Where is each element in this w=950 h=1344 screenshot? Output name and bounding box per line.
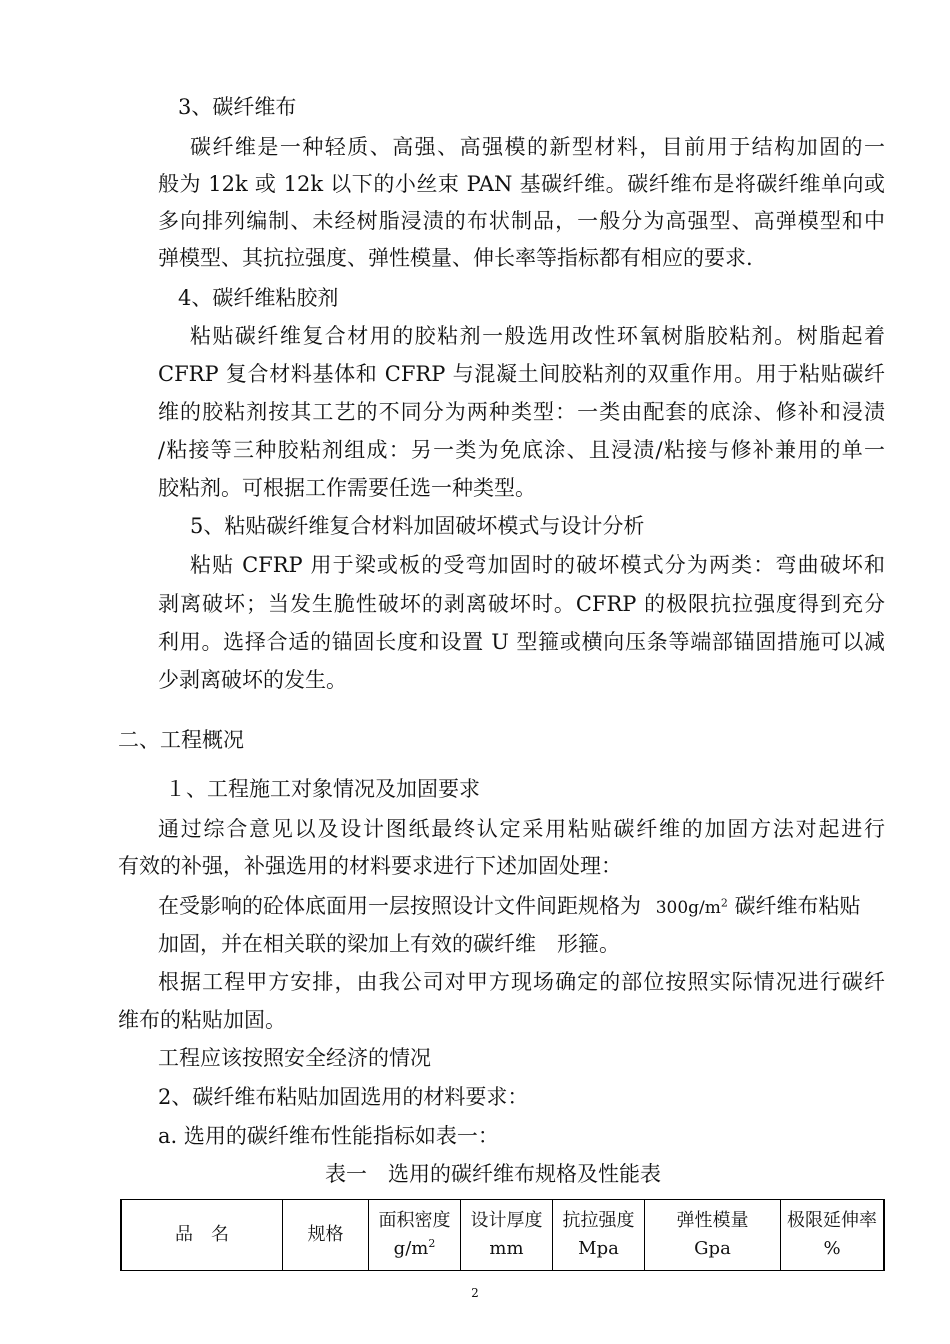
item-a: a. 选用的碳纤维布性能指标如表一： [158,1124,499,1148]
header-spec [283,1200,369,1271]
chapter-2-heading: 二、工程概况 [118,728,244,752]
header-elongation-unit: % [823,1238,841,1259]
para-2-text-after: 碳纤维布粘贴 [734,894,861,918]
section-5-line-4: 少剥离破坏的发生。 [158,668,347,692]
section-5-heading: 5、粘贴碳纤维复合材料加固破坏模式与设计分析 [190,514,645,538]
header-tensile-unit: Mpa [578,1238,619,1259]
section-3-line-4: 弹模型、其抗拉强度、弹性模量、伸长率等指标都有相应的要求. [158,246,753,270]
section-3-line-2: 般为 12k 或 12k 以下的小丝束 PAN 基碳纤维。碳纤维布是将碳纤维单向或 [158,172,885,196]
section-4-line-2: CFRP 复合材料基体和 CFRP 与混凝土间胶粘剂的双重作用。用于粘贴碳纤 [158,362,885,386]
section-5-line-3: 利用。选择合适的锚固长度和设置 U 型箍或横向压条等端部锚固措施可以减 [158,630,885,654]
subsection-1-para-2-line-2: 加固，并在相关联的梁加上有效的碳纤维 形箍。 [158,932,620,956]
section-4-heading: 4、碳纤维粘胶剂 [178,286,339,310]
header-thickness [461,1200,553,1271]
header-thickness-label: 设计厚度 [470,1210,543,1231]
header-thickness-unit: mm [489,1238,524,1259]
para-2-text-before: 在受影响的砼体底面用一层按照设计文件间距规格为 [158,894,641,918]
header-density-unit [369,1235,460,1263]
section-3-line-3: 多向排列编制、未经树脂浸渍的布状制品，一般分为高强型、高弹模型和中 [158,209,885,233]
header-name-text: 品 名 [175,1224,229,1245]
header-density-unit-sup: 2 [428,1237,436,1250]
section-4-line-4: /粘接等三种胶粘剂组成：另一类为免底涂、且浸渍/粘接与修补兼用的单一 [158,438,885,462]
page-number: 2 [471,1286,479,1300]
header-density-unit-text: g/m [393,1238,429,1259]
section-3-heading: 3、碳纤维布 [178,95,297,119]
header-elongation [781,1200,885,1271]
header-density [369,1200,461,1271]
section-4-line-5: 胶粘剂。可根据工作需要任选一种类型。 [158,476,536,500]
table-caption: 表一 选用的碳纤维布规格及性能表 [325,1162,661,1186]
section-3-line-1: 碳纤维是一种轻质、高强、高强模的新型材料，目前用于结构加固的一 [190,135,885,159]
subsection-1-para-1-line-2: 有效的补强，补强选用的材料要求进行下述加固处理： [118,854,622,878]
section-5-line-2: 剥离破坏；当发生脆性破坏的剥离破坏时。CFRP 的极限抗拉强度得到充分 [158,592,885,616]
subsection-2-heading: 2、碳纤维布粘贴加固选用的材料要求： [158,1085,529,1109]
section-4-line-3: 维的胶粘剂按其工艺的不同分为两种类型：一类由配套的底涂、修补和浸渍 [158,400,885,424]
spec-table [120,1199,885,1271]
subsection-1-para-3-line-2: 维布的粘贴加固。 [118,1008,286,1032]
section-5-line-1: 粘贴 CFRP 用于梁或板的受弯加固时的破坏模式分为两类：弯曲破坏和 [190,553,885,577]
subsection-1-para-2-line-1 [158,892,885,922]
header-elongation-label: 极限延伸率 [787,1210,877,1231]
fabric-spec-superscript: 2 [720,896,728,910]
header-modulus-label: 弹性模量 [676,1210,749,1231]
header-tensile-label: 抗拉强度 [562,1210,635,1231]
header-spec-text: 规格 [307,1224,344,1245]
subsection-1-para-3-line-1: 根据工程甲方安排，由我公司对甲方现场确定的部位按照实际情况进行碳纤 [158,970,885,994]
header-density-label: 面积密度 [378,1210,451,1231]
table-header-row [121,1200,884,1271]
fabric-spec-value: 300g/m [655,898,721,918]
subsection-1-heading: １、工程施工对象情况及加固要求 [165,777,480,801]
header-name [121,1200,283,1271]
header-tensile [553,1200,645,1271]
header-modulus [645,1200,781,1271]
section-4-line-1: 粘贴碳纤维复合材用的胶粘剂一般选用改性环氧树脂胶粘剂。树脂起着 [190,324,885,348]
header-modulus-unit: Gpa [694,1238,731,1259]
subsection-1-para-4: 工程应该按照安全经济的情况 [158,1046,431,1070]
fabric-spec [656,898,728,918]
subsection-1-para-1-line-1: 通过综合意见以及设计图纸最终认定采用粘贴碳纤维的加固方法对起进行 [158,817,885,841]
